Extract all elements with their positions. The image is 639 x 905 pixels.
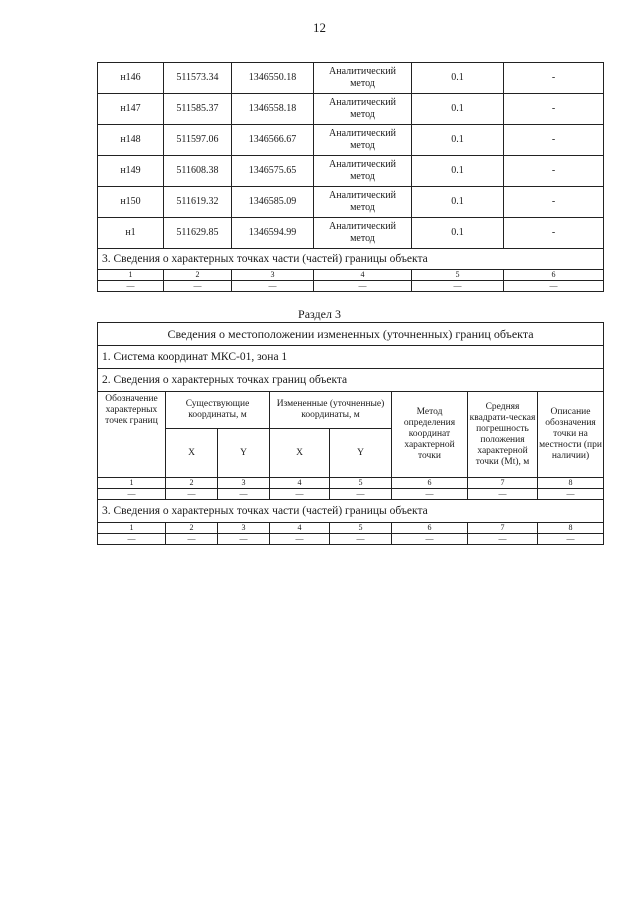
empty-cell: —	[330, 489, 392, 500]
empty-cell: —	[218, 489, 270, 500]
header-accuracy: Средняя квадрати-ческая погрешность положения характерной точки (Mt), м	[468, 392, 538, 478]
table-row	[98, 218, 604, 249]
column-numbers-row	[98, 523, 604, 534]
col-number: 2	[166, 523, 218, 534]
header-description: Описание обозначения точки на местности (при наличии)	[538, 392, 604, 478]
y-coordinate-cell: 1346575.65	[232, 156, 314, 187]
accuracy-cell: 0.1	[412, 187, 504, 218]
method-line: Аналитический	[329, 128, 396, 139]
x-coordinate-cell: 511608.38	[164, 156, 232, 187]
col-number: 7	[468, 523, 538, 534]
point-cell: н150	[98, 187, 164, 218]
description-cell: -	[504, 94, 604, 125]
point-cell: н1	[98, 218, 164, 249]
empty-cell: —	[314, 281, 412, 292]
points-table-continued	[97, 62, 604, 292]
col-number: 1	[98, 478, 166, 489]
method-line: Аналитический	[329, 190, 396, 201]
dash-row	[98, 489, 604, 500]
dash-row	[98, 534, 604, 545]
empty-cell: —	[218, 534, 270, 545]
method-cell	[314, 156, 412, 187]
empty-cell: —	[468, 534, 538, 545]
y-coordinate-cell: 1346594.99	[232, 218, 314, 249]
page-number: 12	[313, 20, 326, 35]
empty-cell: —	[98, 534, 166, 545]
point-cell: н147	[98, 94, 164, 125]
empty-cell: —	[270, 534, 330, 545]
empty-cell: —	[504, 281, 604, 292]
col-number: 1	[98, 523, 166, 534]
description-cell: -	[504, 125, 604, 156]
header-existing: Существующие координаты, м	[166, 392, 270, 429]
empty-cell: —	[538, 534, 604, 545]
col-number: 5	[330, 478, 392, 489]
y-coordinate-cell: 1346550.18	[232, 63, 314, 94]
title-row	[98, 323, 604, 346]
method-cell	[314, 63, 412, 94]
method-line: метод	[350, 109, 375, 120]
col-number: 2	[166, 478, 218, 489]
method-line: метод	[350, 171, 375, 182]
x-coordinate-cell: 511585.37	[164, 94, 232, 125]
section-3-row	[98, 249, 604, 270]
coordinate-system: 1. Система координат МКС-01, зона 1	[98, 346, 604, 369]
col-number: 2	[164, 270, 232, 281]
table-row	[98, 63, 604, 94]
col-number: 3	[218, 478, 270, 489]
method-line: Аналитический	[329, 66, 396, 77]
col-number: 8	[538, 478, 604, 489]
accuracy-cell: 0.1	[412, 218, 504, 249]
col-number: 4	[270, 478, 330, 489]
method-line: Аналитический	[329, 97, 396, 108]
table-row	[98, 187, 604, 218]
coordinate-system-row	[98, 346, 604, 369]
section-3-title: 3. Сведения о характерных точках части (частей) границы объекта	[98, 249, 604, 270]
col-number: 6	[392, 478, 468, 489]
table-row	[98, 156, 604, 187]
method-line: метод	[350, 78, 375, 89]
dash-row	[98, 281, 604, 292]
col-number: 5	[412, 270, 504, 281]
x-coordinate-cell: 511629.85	[164, 218, 232, 249]
description-cell: -	[504, 187, 604, 218]
col-number: 7	[468, 478, 538, 489]
empty-cell: —	[538, 489, 604, 500]
header-x: X	[270, 429, 330, 478]
x-coordinate-cell: 511619.32	[164, 187, 232, 218]
method-line: Аналитический	[329, 221, 396, 232]
x-coordinate-cell: 511597.06	[164, 125, 232, 156]
accuracy-cell: 0.1	[412, 63, 504, 94]
section-2-row	[98, 369, 604, 392]
accuracy-cell: 0.1	[412, 156, 504, 187]
empty-cell: —	[164, 281, 232, 292]
y-coordinate-cell: 1346585.09	[232, 187, 314, 218]
section-3-title: 3. Сведения о характерных точках части (частей) границы объекта	[98, 500, 604, 523]
point-cell: н146	[98, 63, 164, 94]
header-x: X	[166, 429, 218, 478]
section-2-title: 2. Сведения о характерных точках границ объекта	[98, 369, 604, 392]
section-3-row	[98, 500, 604, 523]
col-number: 8	[538, 523, 604, 534]
col-number: 4	[314, 270, 412, 281]
col-number: 1	[98, 270, 164, 281]
accuracy-cell: 0.1	[412, 94, 504, 125]
column-numbers-row	[98, 270, 604, 281]
method-cell	[314, 125, 412, 156]
description-cell: -	[504, 218, 604, 249]
empty-cell: —	[166, 489, 218, 500]
col-number: 3	[232, 270, 314, 281]
col-number: 6	[392, 523, 468, 534]
header-y: Y	[330, 429, 392, 478]
method-line: метод	[350, 140, 375, 151]
header-point: Обозначение характерных точек границ	[98, 392, 166, 478]
empty-cell: —	[412, 281, 504, 292]
section-heading: Раздел 3	[298, 307, 341, 321]
description-cell: -	[504, 63, 604, 94]
method-line: метод	[350, 233, 375, 244]
empty-cell: —	[468, 489, 538, 500]
header-method: Метод определения координат характерной точки	[392, 392, 468, 478]
method-cell	[314, 94, 412, 125]
table-row	[98, 94, 604, 125]
changed-boundaries-table	[97, 322, 604, 545]
empty-cell: —	[166, 534, 218, 545]
column-numbers-row	[98, 478, 604, 489]
accuracy-cell: 0.1	[412, 125, 504, 156]
point-cell: н149	[98, 156, 164, 187]
col-number: 4	[270, 523, 330, 534]
description-cell: -	[504, 156, 604, 187]
empty-cell: —	[98, 281, 164, 292]
empty-cell: —	[232, 281, 314, 292]
method-line: Аналитический	[329, 159, 396, 170]
y-coordinate-cell: 1346566.67	[232, 125, 314, 156]
empty-cell: —	[330, 534, 392, 545]
empty-cell: —	[392, 534, 468, 545]
col-number: 6	[504, 270, 604, 281]
y-coordinate-cell: 1346558.18	[232, 94, 314, 125]
table-title: Сведения о местоположении измененных (уточненных) границ объекта	[98, 323, 604, 346]
header-y: Y	[218, 429, 270, 478]
col-number: 5	[330, 523, 392, 534]
method-cell	[314, 218, 412, 249]
x-coordinate-cell: 511573.34	[164, 63, 232, 94]
method-cell	[314, 187, 412, 218]
header-row	[98, 392, 604, 429]
empty-cell: —	[98, 489, 166, 500]
method-line: метод	[350, 202, 375, 213]
point-cell: н148	[98, 125, 164, 156]
empty-cell: —	[392, 489, 468, 500]
col-number: 3	[218, 523, 270, 534]
header-changed: Измененные (уточненные) координаты, м	[270, 392, 392, 429]
empty-cell: —	[270, 489, 330, 500]
table-row	[98, 125, 604, 156]
